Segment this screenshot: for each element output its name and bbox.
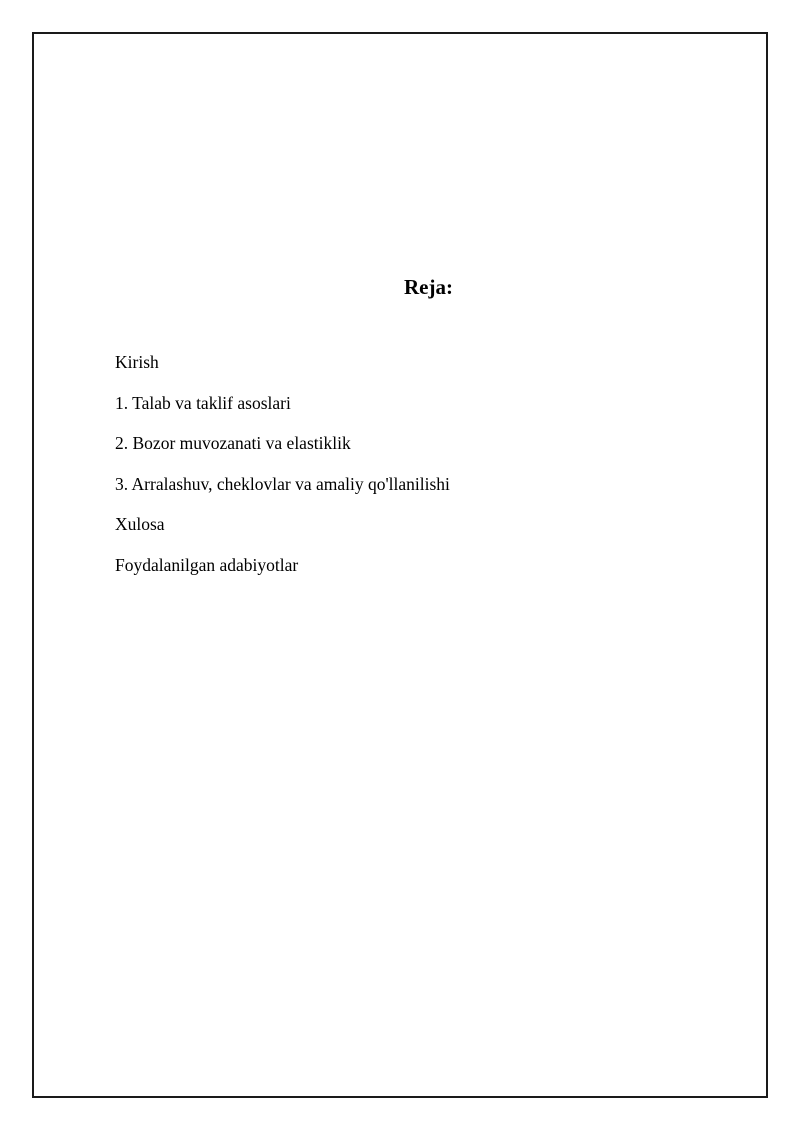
plan-item-section-1: 1. Talab va taklif asoslari (115, 392, 291, 413)
plan-item-introduction: Kirish (115, 352, 159, 372)
plan-item-references: Foydalanilgan adabiyotlar (115, 554, 299, 575)
plan-item-section-2: 2. Bozor muvozanati va elastiklik (115, 433, 351, 454)
plan-item-conclusion: Xulosa (115, 514, 165, 535)
plan-item-section-3: 3. Arralashuv, cheklovlar va amaliy qo'llanilishi (115, 473, 450, 494)
plan-list (115, 351, 450, 595)
plan-heading: Reja: (404, 275, 453, 299)
